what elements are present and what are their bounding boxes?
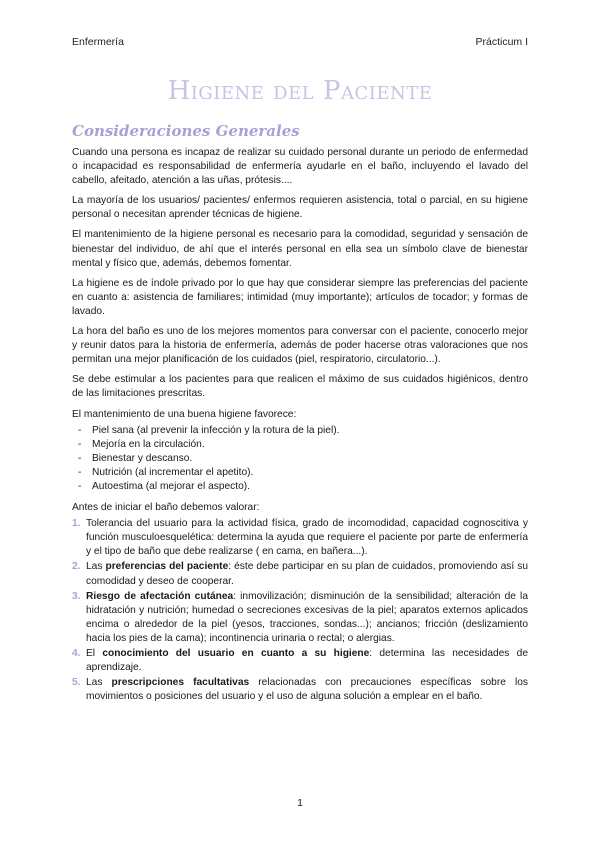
- paragraph: La hora del baño es uno de los mejores momentos para conversar con el paciente, conocerlo mejor y reunir datos para la historia de enfermería, además de poder hacerse otras valoraciones que nos permitan una mejor planificación de los cuidados (piel, respiratorio, circulatorio...).: [72, 326, 528, 366]
- paragraph: La mayoría de los usuarios/ pacientes/ enfermos requieren asistencia, total o parcial, en su higiene personal o necesitan aprender técnicas de higiene.: [72, 195, 528, 221]
- list-item: [72, 480, 528, 494]
- list-item-text: Piel sana (al prevenir la infección y la rotura de la piel).: [92, 424, 340, 436]
- item-number: 3.: [72, 590, 81, 602]
- item-text-bold: Riesgo de afectación cutánea: [86, 590, 234, 602]
- item-text-bold: preferencias del paciente: [105, 561, 229, 573]
- list-item: [72, 452, 528, 466]
- item-text-bold: prescripciones facultativas: [111, 677, 250, 689]
- numbered-item: [72, 560, 528, 588]
- list-item: [72, 438, 528, 452]
- numbered-item: [72, 647, 528, 675]
- paragraph: El mantenimiento de la higiene personal es necesario para la comodidad, seguridad y sensación de bienestar del individuo, de ahí que el interés personal en ella sea un símbolo clave de bienestar mental y físico que, además, debemos fomentar.: [72, 229, 528, 269]
- item-text: Tolerancia del usuario para la actividad física, grado de incomodidad, capacidad cognoscitiva y función musculoesquelética: determina la ayuda que requiere el paciente por parte de enfermería y el tipo de baño que debe realizarse ( en cama, en bañera...).: [86, 518, 528, 558]
- item-number: 5.: [72, 677, 81, 689]
- dash-bullet: -: [78, 466, 82, 478]
- page-title: Higiene del Paciente: [167, 76, 433, 106]
- item-text-post: : éste debe participar en su plan de cuidados, promoviendo así su comodidad y deseo de cooperar.: [86, 561, 528, 587]
- item-text-post: relacionadas con precauciones específicas sobre los movimientos o posiciones del usuario y el uso de alguna solución a emplear en el baño.: [86, 677, 528, 703]
- assessment-intro: Antes de iniciar el baño debemos valorar:: [72, 502, 260, 514]
- item-text-bold: conocimiento del usuario en cuanto a su higiene: [102, 648, 370, 659]
- list-item: [72, 466, 528, 480]
- numbered-item: [72, 517, 528, 559]
- list-item-text: Bienestar y descanso.: [92, 452, 193, 464]
- paragraph: Cuando una persona es incapaz de realizar su cuidado personal durante un periodo de enfermedad o incapacidad es responsabilidad de enfermería ayudarle en el baño, incluyendo el lavado del cabello, afeitado, atención a las uñas, prótesis....: [72, 147, 528, 187]
- section-title: Consideraciones Generales: [72, 122, 300, 140]
- paragraph: La higiene es de índole privado por lo que hay que considerar siempre las preferencias del paciente en cuanto a: asistencia de familiares; intimidad (muy importante); artículos de tocador; y formas de lavado.: [72, 277, 528, 317]
- page-number: 1: [297, 797, 303, 809]
- list-item-text: Nutrición (al incrementar el apetito).: [92, 466, 254, 478]
- list-item-text: Mejoría en la circulación.: [92, 438, 205, 450]
- item-text-pre: El: [86, 648, 103, 659]
- header-course: Enfermería: [72, 36, 124, 48]
- dash-bullet: -: [78, 424, 82, 436]
- dash-bullet: -: [78, 438, 82, 450]
- item-text-post: : inmovilización; disminución de la sensibilidad; alteración de la hidratación y nutrición; humedad o secreciones excesivas de la piel; aparatos externos aplicados encima o alrededor de la piel (yesos, tracciones, sondas...); ancianos; fricción (deslizamiento hacia los pies de la cama); incontinencia urinaria o rectal; o alergias.: [86, 590, 528, 644]
- list-item-text: Autoestima (al mejorar el aspecto).: [92, 480, 250, 492]
- item-text-post: : determina las necesidades de aprendizaje.: [86, 648, 528, 674]
- numbered-item: [72, 590, 528, 646]
- numbered-item: [72, 676, 528, 704]
- dash-bullet: -: [78, 480, 82, 492]
- benefits-intro: El mantenimiento de una buena higiene favorece:: [72, 408, 297, 420]
- assessment-list: [72, 517, 528, 704]
- item-text-pre: Las: [86, 677, 112, 689]
- header-subject: Prácticum I: [475, 36, 528, 48]
- item-number: 2.: [72, 561, 81, 573]
- item-number: 4.: [72, 648, 81, 659]
- document-body: [72, 121, 528, 705]
- item-text-pre: Las: [86, 561, 106, 573]
- dash-bullet: -: [78, 452, 82, 464]
- list-item: [72, 424, 528, 438]
- paragraph: Se debe estimular a los pacientes para que realicen el máximo de sus cuidados higiénicos, dentro de las limitaciones prescritas.: [72, 374, 528, 400]
- item-number: 1.: [72, 518, 81, 530]
- benefits-list: [72, 424, 528, 494]
